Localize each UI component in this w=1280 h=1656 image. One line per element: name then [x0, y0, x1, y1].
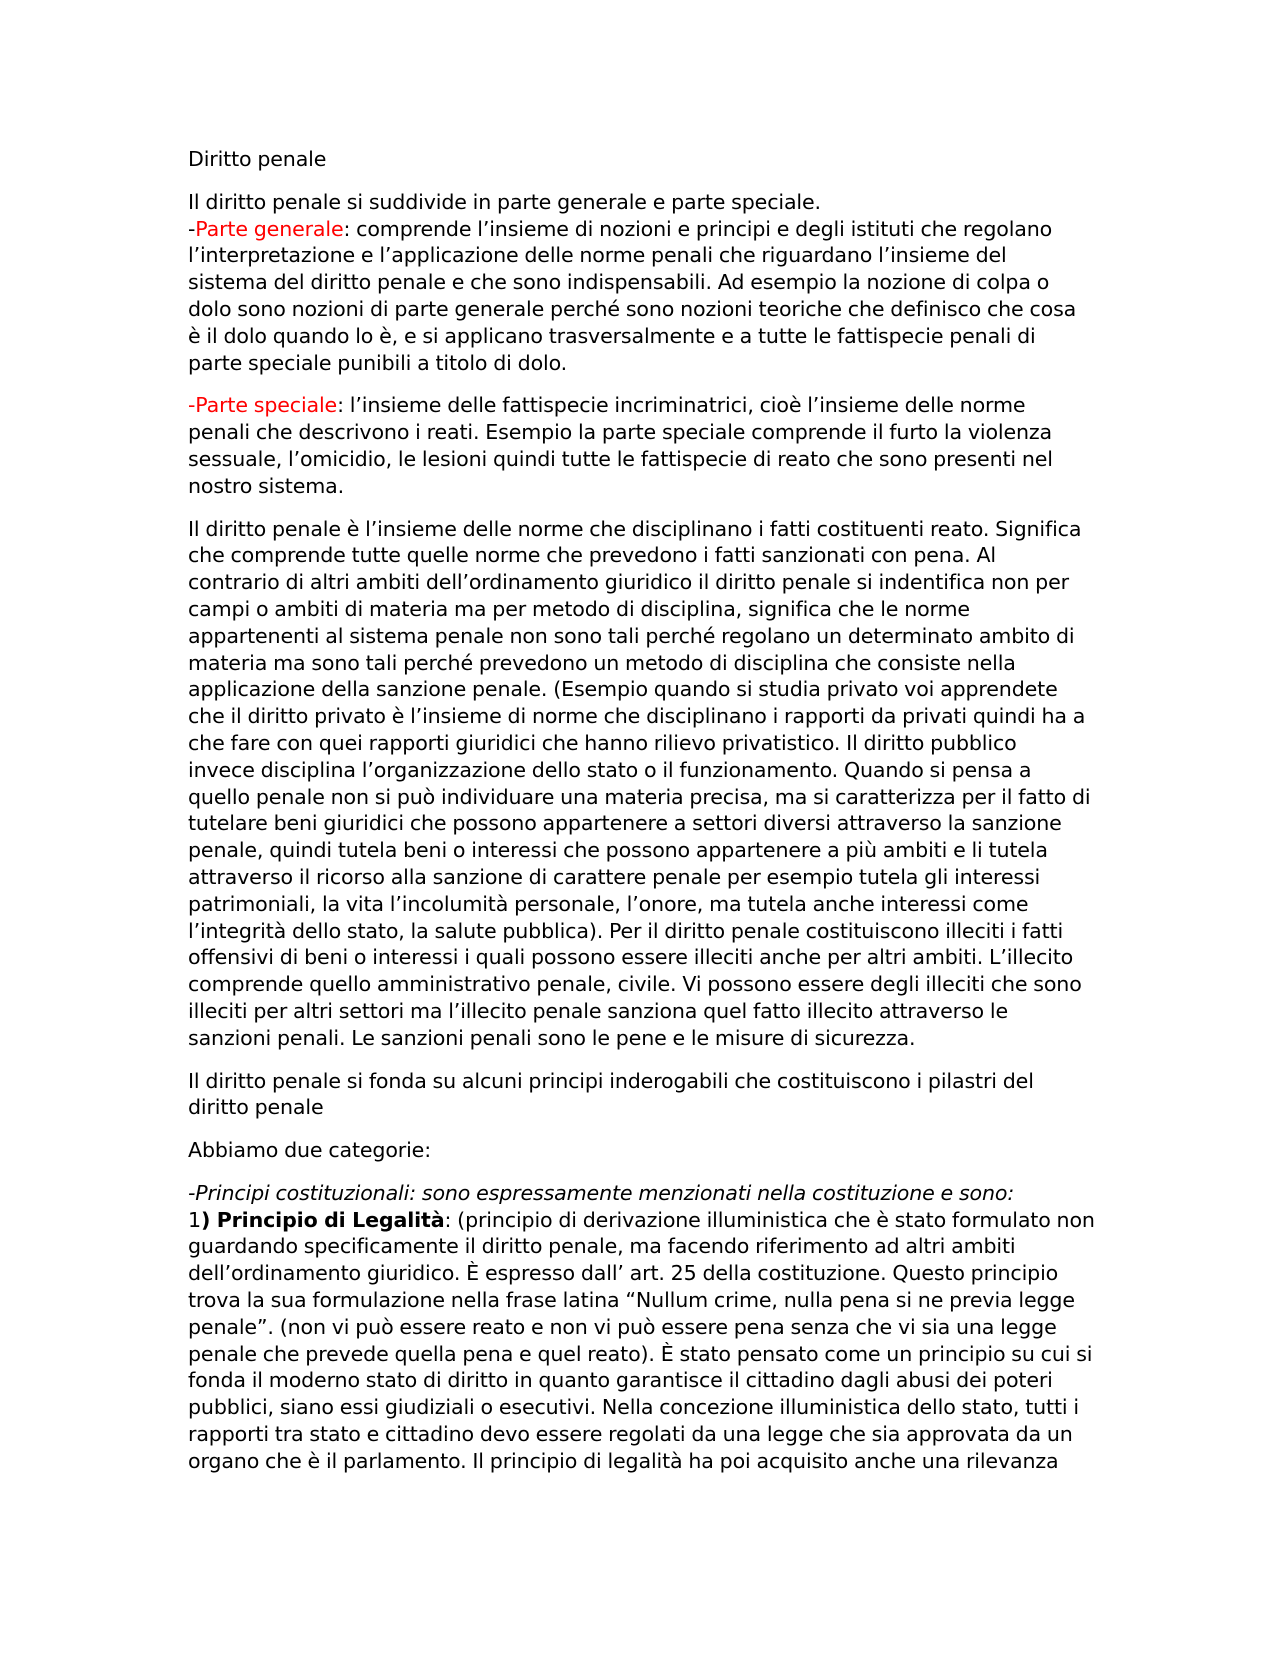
parte-generale-label: Parte generale [195, 216, 344, 241]
intro-line: Il diritto penale si suddivide in parte generale e parte speciale. [188, 189, 821, 214]
legalita-line: penale”. (non vi può essere reato e non vi può essere pena senza che vi sia una legge [188, 1314, 1057, 1339]
definizione-line: sanzioni penali. Le sanzioni penali sono le pene e le misure di sicurezza. [188, 1025, 916, 1050]
document-page [188, 146, 1188, 1475]
parte-generale-line: parte speciale punibili a titolo di dolo. [188, 350, 568, 375]
legalita-line: rapporti tra stato e cittadino devo essere regolati da una legge che sia approvata da un [188, 1422, 1073, 1447]
parte-speciale-line: nostro sistema. [188, 473, 345, 498]
definizione-line: campi o ambiti di materia ma per metodo di disciplina, significa che le norme [188, 596, 970, 621]
parte-speciale-paragraph [188, 392, 1188, 499]
definizione-line: l’integrità dello stato, la salute pubblica). Per il diritto penale costituiscono illeciti i fatti [188, 918, 1064, 943]
definizione-line: che fare con quei rapporti giuridici che hanno rilievo privatistico. Il diritto pubblico [188, 730, 1017, 755]
legalita-label: ) Principio di Legalità [200, 1207, 445, 1232]
parte-speciale-label: -Parte speciale [188, 393, 338, 418]
legalita-line: dell’ordinamento giuridico. È espresso dall’ art. 25 della costituzione. Questo principio [188, 1261, 1059, 1286]
legalita-line: fonda il moderno stato di diritto in quanto garantisce il cittadino dagli abusi dei poteri [188, 1368, 1053, 1393]
principi-line: Il diritto penale si fonda su alcuni principi inderogabili che costituiscono i pilastri del [188, 1068, 1034, 1093]
definizione-line: illeciti per altri settori ma l’illecito penale sanziona quel fatto illecito attraverso le [188, 998, 1008, 1023]
definizione-line: attraverso il ricorso alla sanzione di carattere penale per esempio tutela gli interessi [188, 864, 1041, 889]
definizione-line: tutelare beni giuridici che possono appartenere a settori diversi attraverso la sanzione [188, 811, 1062, 836]
parte-generale-line: -Parte generale: comprende l’insieme di nozioni e principi e degli istituti che regolano [188, 216, 1053, 241]
legalita-line: pubblici, siano essi giudiziali o esecutivi. Nella concezione illuministica dello stato, tutti i [188, 1395, 1079, 1420]
definizione-line: offensivi di beni o interessi i quali possono essere illeciti anche per altri ambiti. L’illecito [188, 945, 1074, 970]
definizione-line: contrario di altri ambiti dell’ordinamento giuridico il diritto penale si indentifica non per [188, 570, 1069, 595]
principi-paragraph [188, 1068, 1188, 1122]
parte-generale-line: l’interpretazione e l’applicazione delle norme penali che riguardano l’insieme del [188, 243, 1007, 268]
definizione-line: che comprende tutte quelle norme che prevedono i fatti sanzionati con pena. Al [188, 543, 996, 568]
parte-generale-line: dolo sono nozioni di parte generale perché sono nozioni teoriche che definisco che cosa [188, 296, 1077, 321]
parte-speciale-line: sessuale, l’omicidio, le lesioni quindi tutte le fattispecie di reato che sono presenti nel [188, 446, 1053, 471]
definizione-line: Il diritto penale è l’insieme delle norme che disciplinano i fatti costituenti reato. Significa [188, 516, 1082, 541]
legalita-line: trova la sua formulazione nella frase latina “Nullum crime, nulla pena si ne previa legge [188, 1288, 1075, 1313]
definizione-line: materia ma sono tali perché prevedono un metodo di disciplina che consiste nella [188, 650, 1016, 675]
definizione-line: penale, quindi tutela beni o interessi che possono appartenere a più ambiti e li tutela [188, 838, 1048, 863]
intro-paragraph [188, 189, 1188, 377]
parte-speciale-line: penali che descrivono i reati. Esempio la parte speciale comprende il furto la violenza [188, 420, 1053, 445]
legalita-line: penale che prevede quella pena e quel reato). È stato pensato come un principio su cui si [188, 1341, 1093, 1366]
parte-speciale-line: -Parte speciale: l’insieme delle fattispecie incriminatrici, cioè l’insieme delle norme [188, 393, 1026, 418]
definizione-paragraph [188, 516, 1188, 1052]
definizione-line: quello penale non si può individuare una materia precisa, ma si caratterizza per il fatto di [188, 784, 1091, 809]
principi-costituzionali-paragraph [188, 1180, 1188, 1475]
legalita-line: 1) Principio di Legalità: (principio di derivazione illuministica che è stato formulato non [188, 1207, 1095, 1232]
parte-generale-line: è il dolo quando lo è, e si applicano trasversalmente e a tutte le fattispecie penali di [188, 323, 1036, 348]
parte-generale-line: sistema del diritto penale e che sono indispensabili. Ad esempio la nozione di colpa o [188, 270, 1050, 295]
categorie-paragraph: Abbiamo due categorie: [188, 1138, 431, 1163]
definizione-line: appartenenti al sistema penale non sono tali perché regolano un determinato ambito di [188, 623, 1075, 648]
definizione-line: applicazione della sanzione penale. (Esempio quando si studia privato voi apprendete [188, 677, 1058, 702]
principi-costituzionali-heading: -Principi costituzionali: sono espressamente menzionati nella costituzione e sono: [188, 1180, 1015, 1205]
principi-line: diritto penale [188, 1095, 324, 1120]
definizione-line: comprende quello amministrativo penale, civile. Vi possono essere degli illeciti che sono [188, 972, 1082, 997]
definizione-line: patrimoniali, la vita l’incolumità personale, l’onore, ma tutela anche interessi come [188, 891, 1029, 916]
document-title: Diritto penale [188, 147, 327, 171]
legalita-line: guardando specificamente il diritto penale, ma facendo riferimento ad altri ambiti [188, 1234, 1016, 1259]
definizione-line: che il diritto privato è l’insieme di norme che disciplinano i rapporti da privati quindi ha a [188, 704, 1086, 729]
legalita-line: organo che è il parlamento. Il principio di legalità ha poi acquisito anche una rilevanza [188, 1448, 1059, 1473]
definizione-line: invece disciplina l’organizzazione dello stato o il funzionamento. Quando si pensa a [188, 757, 1032, 782]
